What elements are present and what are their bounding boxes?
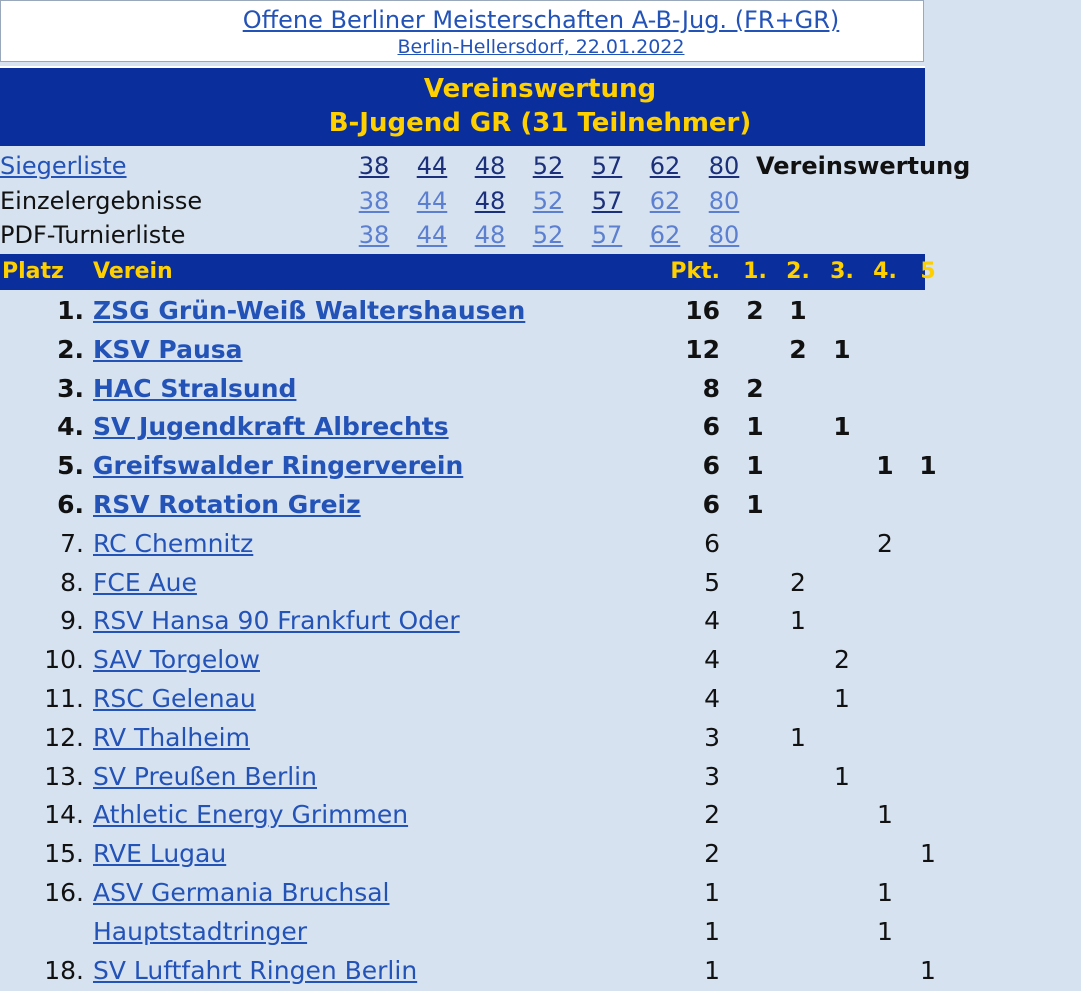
points-cell: 6 bbox=[704, 528, 720, 558]
rank-cell: 2. bbox=[57, 334, 84, 364]
table-row bbox=[0, 564, 925, 603]
points-cell: 6 bbox=[702, 490, 720, 519]
nav-current-page: Vereinswertung bbox=[756, 152, 971, 180]
rank-cell: 12. bbox=[44, 722, 84, 752]
weight-class-link[interactable]: 57 bbox=[591, 187, 623, 215]
club-link[interactable]: ASV Germania Bruchsal bbox=[93, 878, 390, 907]
points-cell: 4 bbox=[704, 645, 720, 675]
points-cell: 1 bbox=[704, 916, 720, 946]
table-row bbox=[0, 486, 925, 525]
weight-class-link[interactable]: 62 bbox=[649, 221, 681, 249]
points-cell: 6 bbox=[702, 451, 720, 481]
place-1-count: 1 bbox=[746, 412, 764, 442]
header-points: Pkt. bbox=[670, 259, 720, 284]
header-club: Verein bbox=[93, 259, 173, 284]
club-link[interactable]: Athletic Energy Grimmen bbox=[93, 800, 409, 830]
table-row bbox=[0, 835, 936, 874]
points-cell: 2 bbox=[704, 839, 720, 869]
weight-class-link[interactable]: 48 bbox=[474, 152, 506, 180]
club-link[interactable]: RSV Rotation Greiz bbox=[93, 490, 361, 519]
place-5-count: 1 bbox=[919, 451, 937, 481]
nav-label-einzelergebnisse: Einzelergebnisse bbox=[0, 187, 203, 215]
header-place-1: 1. bbox=[743, 259, 767, 284]
place-1-count: 2 bbox=[746, 373, 764, 403]
rank-cell: 10. bbox=[44, 645, 84, 675]
club-link[interactable]: RV Thalheim bbox=[93, 722, 250, 752]
table-header bbox=[0, 254, 936, 290]
rank-cell: 8. bbox=[60, 567, 84, 597]
weight-class-link[interactable]: 80 bbox=[708, 221, 740, 249]
weight-class-link[interactable]: 44 bbox=[416, 152, 448, 180]
points-cell: 8 bbox=[702, 373, 720, 403]
table-row bbox=[0, 680, 925, 719]
points-cell: 1 bbox=[704, 955, 720, 985]
place-4-count: 1 bbox=[877, 800, 893, 830]
club-link[interactable]: RSV Hansa 90 Frankfurt Oder bbox=[93, 606, 460, 636]
header-place-5: 5 bbox=[920, 259, 936, 284]
rank-cell: 13. bbox=[44, 761, 84, 791]
table-row bbox=[0, 602, 925, 641]
table-row bbox=[0, 292, 925, 331]
place-3-count: 2 bbox=[834, 645, 850, 675]
club-link[interactable]: SV Preußen Berlin bbox=[93, 761, 317, 791]
weight-class-link[interactable]: 38 bbox=[358, 152, 390, 180]
club-link[interactable]: Greifswalder Ringerverein bbox=[93, 451, 464, 481]
points-cell: 4 bbox=[704, 684, 720, 713]
header-rank: Platz bbox=[2, 259, 64, 284]
weight-class-link[interactable]: 80 bbox=[708, 187, 740, 215]
place-2-count: 1 bbox=[790, 722, 806, 752]
place-4-count: 1 bbox=[877, 916, 893, 946]
table-row bbox=[0, 447, 937, 486]
table-row bbox=[0, 913, 925, 952]
weight-class-link[interactable]: 62 bbox=[649, 187, 681, 215]
table-row bbox=[0, 952, 936, 991]
header-place-4: 4. bbox=[873, 259, 897, 284]
club-link[interactable]: SAV Torgelow bbox=[93, 645, 260, 675]
points-cell: 16 bbox=[685, 296, 720, 325]
section-banner bbox=[0, 66, 925, 146]
banner-category: B-Jugend GR (31 Teilnehmer) bbox=[328, 108, 752, 138]
points-cell: 2 bbox=[704, 800, 720, 830]
table-row bbox=[0, 641, 925, 680]
nav-row bbox=[0, 149, 971, 183]
place-1-count: 2 bbox=[746, 296, 764, 325]
club-link[interactable]: RVE Lugau bbox=[93, 839, 227, 869]
event-title-link[interactable]: Offene Berliner Meisterschaften A-B-Jug. (FR+GR) bbox=[242, 6, 840, 34]
table-row bbox=[0, 874, 925, 913]
club-link[interactable]: RC Chemnitz bbox=[93, 528, 254, 558]
table-row bbox=[0, 796, 925, 835]
points-cell: 6 bbox=[702, 412, 720, 442]
weight-class-link[interactable]: 57 bbox=[591, 221, 623, 249]
club-link[interactable]: Hauptstadtringer bbox=[93, 916, 308, 946]
club-link[interactable]: HAC Stralsund bbox=[93, 373, 297, 403]
club-link[interactable]: SV Luftfahrt Ringen Berlin bbox=[93, 955, 418, 985]
club-link[interactable]: RSC Gelenau bbox=[93, 684, 256, 713]
place-4-count: 1 bbox=[876, 451, 894, 481]
event-subtitle-link[interactable]: Berlin-Hellersdorf, 22.01.2022 bbox=[397, 36, 685, 58]
place-5-count: 1 bbox=[920, 839, 936, 869]
weight-class-link[interactable]: 80 bbox=[708, 152, 740, 180]
table-row bbox=[0, 331, 925, 370]
points-cell: 12 bbox=[685, 334, 720, 364]
points-cell: 3 bbox=[704, 761, 720, 791]
nav-row bbox=[0, 218, 925, 252]
place-4-count: 1 bbox=[877, 878, 893, 907]
weight-class-link[interactable]: 52 bbox=[532, 221, 564, 249]
club-link[interactable]: FCE Aue bbox=[93, 567, 197, 597]
place-3-count: 1 bbox=[833, 412, 851, 442]
header-place-3: 3. bbox=[830, 259, 854, 284]
place-5-count: 1 bbox=[920, 955, 936, 985]
place-2-count: 2 bbox=[790, 567, 806, 597]
banner-title: Vereinswertung bbox=[423, 74, 657, 104]
weight-class-link[interactable]: 62 bbox=[649, 152, 681, 180]
rank-cell: 6. bbox=[57, 490, 84, 519]
nav-row bbox=[0, 184, 925, 218]
rank-cell: 1. bbox=[57, 296, 84, 325]
weight-class-link[interactable]: 44 bbox=[416, 187, 448, 215]
rank-cell: 9. bbox=[60, 606, 84, 636]
nav-label-siegerliste[interactable]: Siegerliste bbox=[0, 152, 127, 180]
weight-class-link[interactable]: 48 bbox=[474, 221, 506, 249]
place-3-count: 1 bbox=[834, 761, 850, 791]
weight-class-link[interactable]: 48 bbox=[474, 187, 506, 215]
club-link[interactable]: ZSG Grün-Weiß Waltershausen bbox=[93, 296, 526, 325]
rank-cell: 4. bbox=[57, 412, 84, 442]
header-place-2: 2. bbox=[786, 259, 810, 284]
weight-class-link[interactable]: 44 bbox=[416, 221, 448, 249]
place-2-count: 1 bbox=[790, 606, 806, 636]
club-link[interactable]: KSV Pausa bbox=[93, 334, 243, 364]
rank-cell: 11. bbox=[44, 684, 84, 713]
weight-class-link[interactable]: 57 bbox=[591, 152, 623, 180]
rank-cell: 18. bbox=[44, 955, 84, 985]
points-cell: 5 bbox=[704, 567, 720, 597]
event-header bbox=[0, 0, 924, 62]
points-cell: 3 bbox=[704, 722, 720, 752]
place-1-count: 1 bbox=[746, 490, 764, 519]
place-2-count: 2 bbox=[789, 334, 807, 364]
weight-class-link[interactable]: 52 bbox=[532, 187, 564, 215]
rank-cell: 3. bbox=[57, 373, 84, 403]
points-cell: 1 bbox=[704, 878, 720, 907]
table-row bbox=[0, 719, 925, 758]
place-3-count: 1 bbox=[834, 684, 850, 713]
rank-cell: 5. bbox=[57, 451, 84, 481]
rank-cell: 16. bbox=[44, 878, 84, 907]
place-3-count: 1 bbox=[833, 334, 851, 364]
table-row bbox=[0, 758, 925, 797]
place-4-count: 2 bbox=[877, 528, 893, 558]
table-row bbox=[0, 408, 925, 447]
weight-class-link[interactable]: 38 bbox=[358, 187, 390, 215]
rank-cell: 15. bbox=[44, 839, 84, 869]
rank-cell: 14. bbox=[44, 800, 84, 830]
rank-cell: 7. bbox=[60, 528, 84, 558]
points-cell: 4 bbox=[704, 606, 720, 636]
club-link[interactable]: SV Jugendkraft Albrechts bbox=[93, 412, 449, 442]
place-1-count: 1 bbox=[746, 451, 764, 481]
place-2-count: 1 bbox=[789, 296, 807, 325]
nav-label-pdf-turnierliste: PDF-Turnierliste bbox=[0, 221, 186, 249]
table-row bbox=[0, 370, 925, 409]
weight-class-link[interactable]: 38 bbox=[358, 221, 390, 249]
weight-class-link[interactable]: 52 bbox=[532, 152, 564, 180]
table-row bbox=[0, 525, 925, 564]
